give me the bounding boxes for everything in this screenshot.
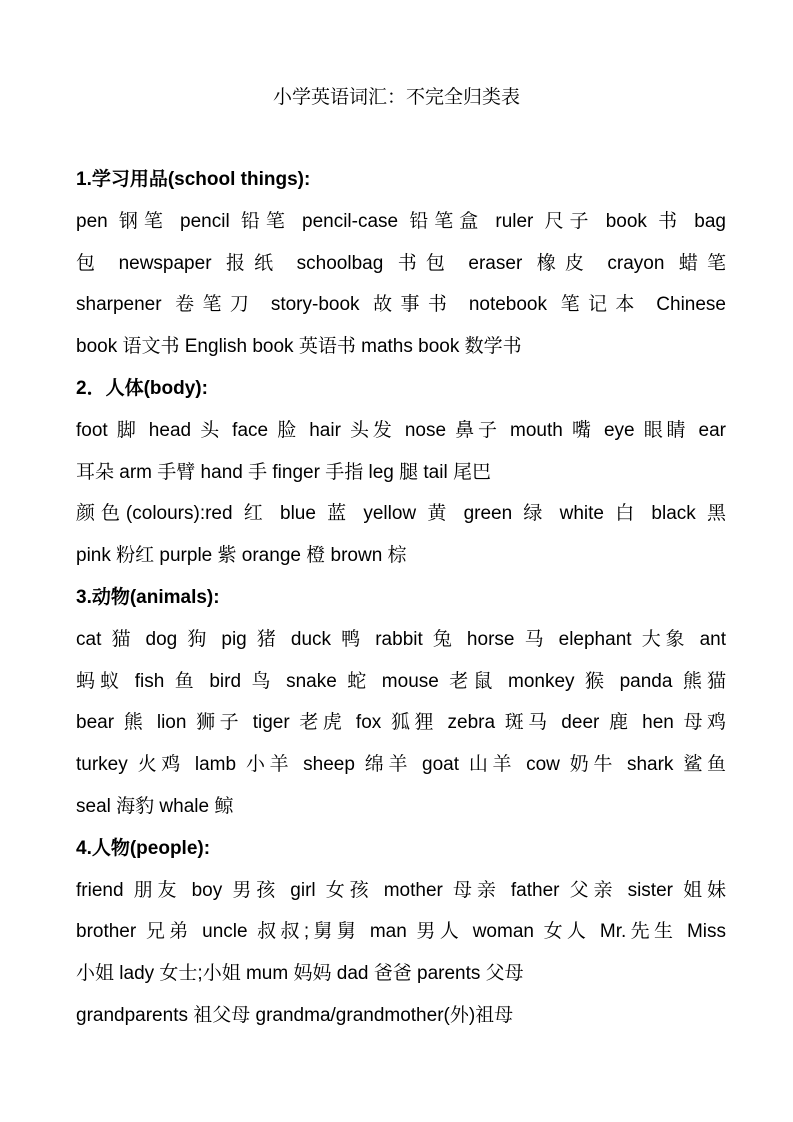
text-line: cat 猫 dog 狗 pig 猪 duck 鸭 rabbit 兔 horse 马 elephant 大象 ant: [76, 628, 726, 650]
section-heading-people: 4.人物(people):: [76, 837, 211, 859]
text-line: pink 粉红 purple 紫 orange 橙 brown 棕: [76, 545, 407, 567]
text-line: turkey 火鸡 lamb 小羊 sheep 绵羊 goat 山羊 cow 奶牛 shark 鲨鱼: [76, 754, 726, 776]
vocabulary-body: [76, 166, 726, 1044]
page-title: 小学英语词汇：不完全归类表: [272, 86, 520, 108]
text-line: 蚂蚁 fish 鱼 bird 鸟 snake 蛇 mouse 老鼠 monkey 猴 panda 熊猫: [76, 670, 726, 692]
text-line: foot 脚 head 头 face 脸 hair 头发 nose 鼻子 mouth 嘴 eye 眼睛 ear: [76, 419, 726, 441]
section-heading-body: 2．人体(body):: [76, 377, 208, 399]
text-line: 小姐 lady 女士;小姐 mum 妈妈 dad 爸爸 parents 父母: [76, 963, 524, 985]
text-line: seal 海豹 whale 鲸: [76, 795, 234, 817]
text-line: friend 朋友 boy 男孩 girl 女孩 mother 母亲 father 父亲 sister 姐妹: [76, 879, 726, 901]
text-line: brother 兄弟 uncle 叔叔;舅舅 man 男人 woman 女人 Mr.先生 Miss: [76, 921, 726, 943]
text-line: bear 熊 lion 狮子 tiger 老虎 fox 狐狸 zebra 斑马 deer 鹿 hen 母鸡: [76, 712, 726, 734]
text-line: grandparents 祖父母 grandma/grandmother(外)祖母: [76, 1004, 514, 1026]
text-line: 包 newspaper 报纸 schoolbag 书包 eraser 橡皮 crayon 蜡笔: [76, 252, 726, 274]
section-heading-animals: 3.动物(animals):: [76, 586, 220, 608]
section-heading-school-things: 1.学习用品(school things):: [76, 169, 311, 190]
text-line: pen 钢笔 pencil 铅笔 pencil-case 铅笔盒 ruler 尺子 book 书 bag: [76, 210, 726, 232]
text-line-colours: 颜色(colours):red 红 blue 蓝 yellow 黄 green 绿 white 白 black 黑: [76, 503, 726, 525]
text-line: book 语文书 English book 英语书 maths book 数学书: [76, 336, 522, 358]
text-line: sharpener 卷笔刀 story-book 故事书 notebook 笔记本 Chinese: [76, 294, 726, 316]
text-line: 耳朵 arm 手臂 hand 手 finger 手指 leg 腿 tail 尾巴: [76, 461, 491, 483]
